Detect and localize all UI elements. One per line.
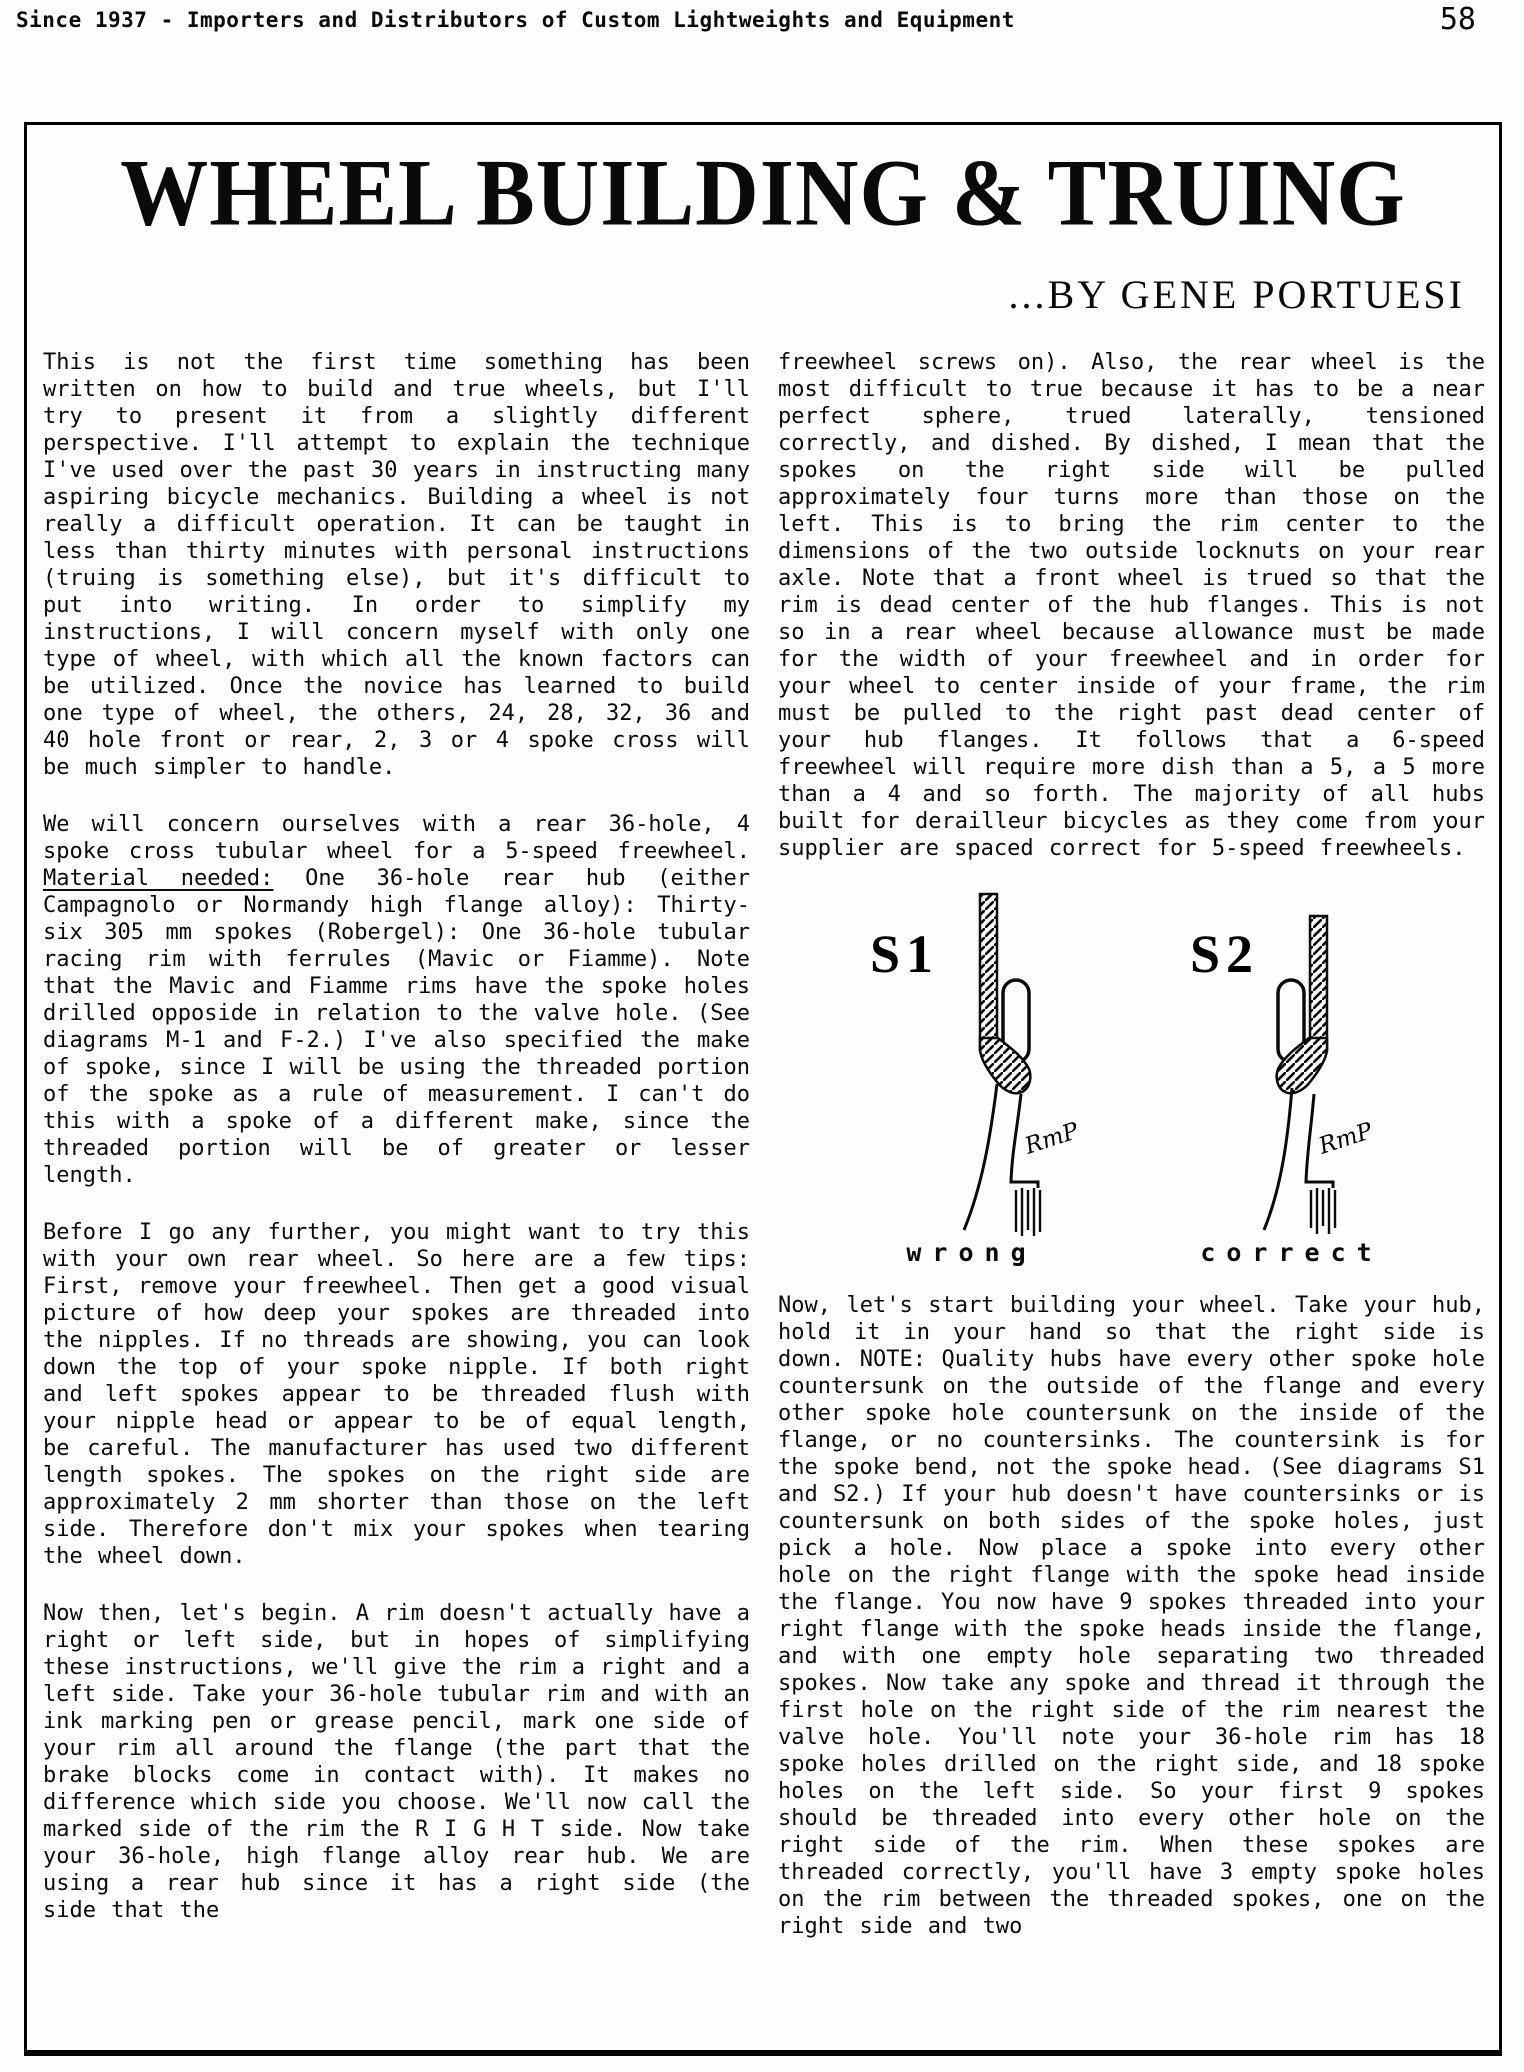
article-columns (43, 349, 1485, 1970)
s2-flange-section (1310, 916, 1327, 1050)
left-paragraph-2-intro: We will concern ourselves with a rear 36-hole, 4 spoke cross tubular wheel for a 5-speed freewheel. (43, 812, 750, 864)
right-paragraph-1: freewheel screws on). Also, the rear wheel is the most difficult to true because it has to be a near perfect sphere, trued laterally, tensioned correctly, and dished. By dished, I mean that the spokes on the right side will be pulled approximately four turns more than those on the left. This is to bring the rim center to the dimensions of the two outside locknuts on your rear axle. Note that a front wheel is trued so that the rim is dead center of the hub flanges. This is not so in a rear wheel because allowance must be made for the width of your freewheel and in order for your wheel to center inside of your frame, the rim must be pulled to the right past dead center of your hub flanges. It follows that a 6-speed freewheel will require more dish than a 5, a 5 more than a 4 and so forth. The majority of all hubs built for derailleur bicycles as they come from your supplier are spaced correct for 5-speed freewheels. (778, 350, 1485, 861)
right-column (778, 349, 1485, 1970)
caption-correct: correct (1200, 1238, 1383, 1267)
spoke-hole-diagram (812, 892, 1452, 1266)
diagram-captions (812, 1239, 1452, 1266)
s2-spoke-shaft-left (1264, 1088, 1292, 1230)
left-paragraph-2-rest: One 36-hole rear hub (either Campagnolo or Normandy high flange alloy): Thirty-six 305 mm spokes (Robergel): One 36-hole tubular racing rim with ferrules (Mavic or Fiamme). Note that the Mavic and Fiamme rims have the spoke holes drilled opposide in relation to the valve hole. (See diagrams M-1 and F-2.) I've also specified the make of spoke, since I will be using the threaded portion of the spoke as a rule of measurement. I can't do this with a spoke of a different make, since the threaded portion will be of greater or lesser length. (43, 866, 751, 1188)
s2-shading-ticks (1311, 1188, 1335, 1234)
s2-artist-signature: RmP (1315, 1118, 1376, 1160)
page-number: 58 (1439, 2, 1476, 37)
left-paragraph-3: Before I go any further, you might want to try this with your own rear wheel. So here are a few tips: First, remove your freewheel. Then get a good visual picture of how deep your spokes are threaded into the nipples. If no threads are showing, you can look down the top of your spoke nipple. If both right and left spokes appear to be threaded flush with your nipple head or appear to be of equal length, be careful. The manufacturer has used two different length spokes. The spokes on the right side are approximately 2 mm shorter than those on the left side. Therefore don't mix your spokes when tearing the wheel down. (43, 1220, 750, 1569)
right-paragraph-2: Now, let's start building your wheel. Take your hub, hold it in your hand so that the right side is down. NOTE: Quality hubs have every other spoke hole countersunk on the outside of the flange and every other spoke hole countersunk on the inside of the flange, or no countersinks. The countersink is for the spoke bend, not the spoke head. (See diagrams S1 and S2.) If your hub doesn't have countersinks or is countersunk on both sides of the spoke holes, just pick a hole. Now place a spoke into every other hole on the right flange with the spoke head inside the flange. You now have 9 spokes threaded into your right flange with the spoke heads inside the flange, and with one empty hole separating two threaded spokes. Now take any spoke and thread it through the first hole on the right side of the rim nearest the valve hole. You'll note your 36-hole rim has 18 spoke holes drilled on the right side, and 18 spoke holes on the left side. So your first 9 spokes should be threaded into every other hole on the right side of the rim. When these spokes are threaded correctly, you'll have 3 empty spoke holes on the rim between the threaded spokes, one on the right side and two (778, 1293, 1485, 1939)
material-needed-underlined: Material needed: (43, 866, 274, 891)
s1-artist-signature: RmP (1021, 1118, 1082, 1160)
article-frame (24, 122, 1502, 2056)
s1-flange-section (980, 894, 997, 1050)
s1-figure (870, 894, 1082, 1236)
article-byline: ...BY GENE PORTUESI (1008, 272, 1465, 317)
page-title: WHEEL BUILDING & TRUING (120, 141, 1406, 246)
spoke-diagram-figure (812, 892, 1452, 1238)
caption-wrong: wrong (906, 1238, 1037, 1267)
s1-label: S1 (869, 924, 939, 984)
left-column (43, 349, 750, 1970)
left-paragraph-4: Now then, let's begin. A rim doesn't actually have a right or left side, but in hopes of simplifying these instructions, we'll give the rim a right and a left side. Take your 36-hole tubular rim and with an ink marking pen or grease pencil, mark one side of your rim all around the flange (the part that the brake blocks come in contact with). It makes no difference which side you choose. We'll now call the marked side of the rim the R I G H T side. Now take your 36-hole, high flange alloy rear hub. We are using a rear hub since it has a right side (the side that the (43, 1601, 750, 1923)
s1-shading-ticks (1016, 1188, 1040, 1236)
s2-figure (1190, 916, 1376, 1234)
s2-label: S2 (1189, 924, 1259, 984)
s1-spoke-shaft-left (964, 1084, 997, 1230)
page-header-tagline: Since 1937 - Importers and Distributors of Custom Lightweights and Equipment (16, 8, 1015, 32)
left-paragraph-2 (43, 811, 750, 1189)
left-paragraph-1: This is not the first time something has been written on how to build and true wheels, but I'll try to present it from a slightly different perspective. I'll attempt to explain the technique I've used over the past 30 years in instructing many aspiring bicycle mechanics. Building a wheel is not really a difficult operation. It can be taught in less than thirty minutes with personal instructions (truing is something else), but it's difficult to put into writing. In order to simplify my instructions, I will concern myself with only one type of wheel, with which all the known factors can be utilized. Once the novice has learned to build one type of wheel, the others, 24, 28, 32, 36 and 40 hole front or rear, 2, 3 or 4 spoke cross will be much simpler to handle. (43, 350, 750, 780)
